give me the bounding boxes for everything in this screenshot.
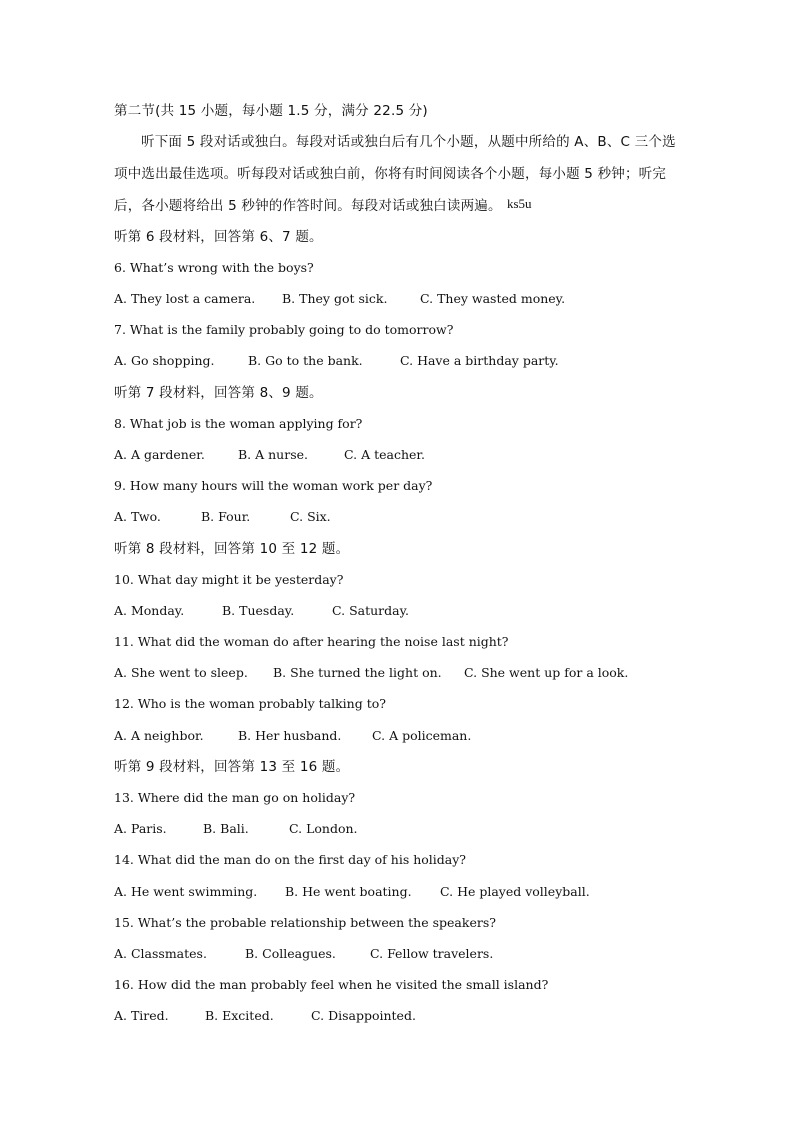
option-c: C. A policeman. bbox=[372, 728, 472, 743]
option-c: C. Fellow travelers. bbox=[370, 946, 494, 961]
option-c: C. Six. bbox=[290, 509, 331, 524]
option-b: B. Excited. bbox=[205, 1008, 274, 1023]
question-text: 9. How many hours will the woman work per day? bbox=[114, 478, 433, 493]
group-header: 听第 9 段材料，回答第 13 至 16 题。 bbox=[114, 759, 350, 775]
question-text: 16. How did the man probably feel when he visited the small island? bbox=[114, 977, 549, 992]
question-text: 8. What job is the woman applying for? bbox=[114, 416, 363, 431]
option-a: A. Go shopping. bbox=[114, 353, 215, 368]
watermark-text: ks5u bbox=[507, 196, 532, 211]
option-b: B. Go to the bank. bbox=[248, 353, 363, 368]
instruction-line-2: 项中选出最佳选项。听每段对话或独白前，你将有时间阅读各个小题，每小题 5 秒钟；听完 bbox=[114, 166, 667, 182]
question-text: 15. What’s the probable relationship between the speakers? bbox=[114, 915, 496, 930]
section-title: 第二节(共 15 小题，每小题 1.5 分，满分 22.5 分) bbox=[114, 103, 428, 119]
option-c: C. Saturday. bbox=[332, 603, 409, 618]
option-a: A. She went to sleep. bbox=[114, 665, 248, 680]
option-b: B. Tuesday. bbox=[222, 603, 295, 618]
option-c: C. Disappointed. bbox=[311, 1008, 416, 1023]
option-b: B. He went boating. bbox=[285, 884, 412, 899]
question-text: 14. What did the man do on the first day of his holiday? bbox=[114, 852, 467, 867]
question-text: 6. What’s wrong with the boys? bbox=[114, 260, 314, 275]
option-a: A. Paris. bbox=[114, 821, 167, 836]
option-b: B. Four. bbox=[201, 509, 251, 524]
instruction-line-1: 听下面 5 段对话或独白。每段对话或独白后有几个小题，从题中所给的 A、B、C 三个选 bbox=[141, 134, 676, 150]
option-a: A. He went swimming. bbox=[114, 884, 258, 899]
option-b: B. A nurse. bbox=[238, 447, 308, 462]
option-b: B. Bali. bbox=[203, 821, 249, 836]
question-text: 12. Who is the woman probably talking to? bbox=[114, 696, 386, 711]
option-c: C. They wasted money. bbox=[420, 291, 566, 306]
option-a: A. Two. bbox=[114, 509, 161, 524]
question-text: 11. What did the woman do after hearing the noise last night? bbox=[114, 634, 509, 649]
option-b: B. She turned the light on. bbox=[273, 665, 442, 680]
option-c: C. He played volleyball. bbox=[440, 884, 590, 899]
option-a: A. Monday. bbox=[114, 603, 185, 618]
question-text: 7. What is the family probably going to do tomorrow? bbox=[114, 322, 454, 337]
group-header: 听第 8 段材料，回答第 10 至 12 题。 bbox=[114, 541, 350, 557]
option-b: B. Colleagues. bbox=[245, 946, 336, 961]
option-a: A. A gardener. bbox=[114, 447, 205, 462]
instruction-line-3: 后，各小题将给出 5 秒钟的作答时间。每段对话或独白读两遍。 bbox=[114, 198, 502, 214]
question-text: 10. What day might it be yesterday? bbox=[114, 572, 344, 587]
question-text: 13. Where did the man go on holiday? bbox=[114, 790, 356, 805]
option-a: A. Tired. bbox=[114, 1008, 169, 1023]
option-a: A. A neighbor. bbox=[114, 728, 204, 743]
group-header: 听第 6 段材料，回答第 6、7 题。 bbox=[114, 229, 323, 245]
option-c: C. Have a birthday party. bbox=[400, 353, 559, 368]
option-a: A. Classmates. bbox=[114, 946, 207, 961]
option-b: B. Her husband. bbox=[238, 728, 342, 743]
option-c: C. A teacher. bbox=[344, 447, 425, 462]
group-header: 听第 7 段材料，回答第 8、9 题。 bbox=[114, 385, 323, 401]
option-c: C. London. bbox=[289, 821, 358, 836]
option-c: C. She went up for a look. bbox=[464, 665, 629, 680]
option-b: B. They got sick. bbox=[282, 291, 388, 306]
option-a: A. They lost a camera. bbox=[114, 291, 256, 306]
